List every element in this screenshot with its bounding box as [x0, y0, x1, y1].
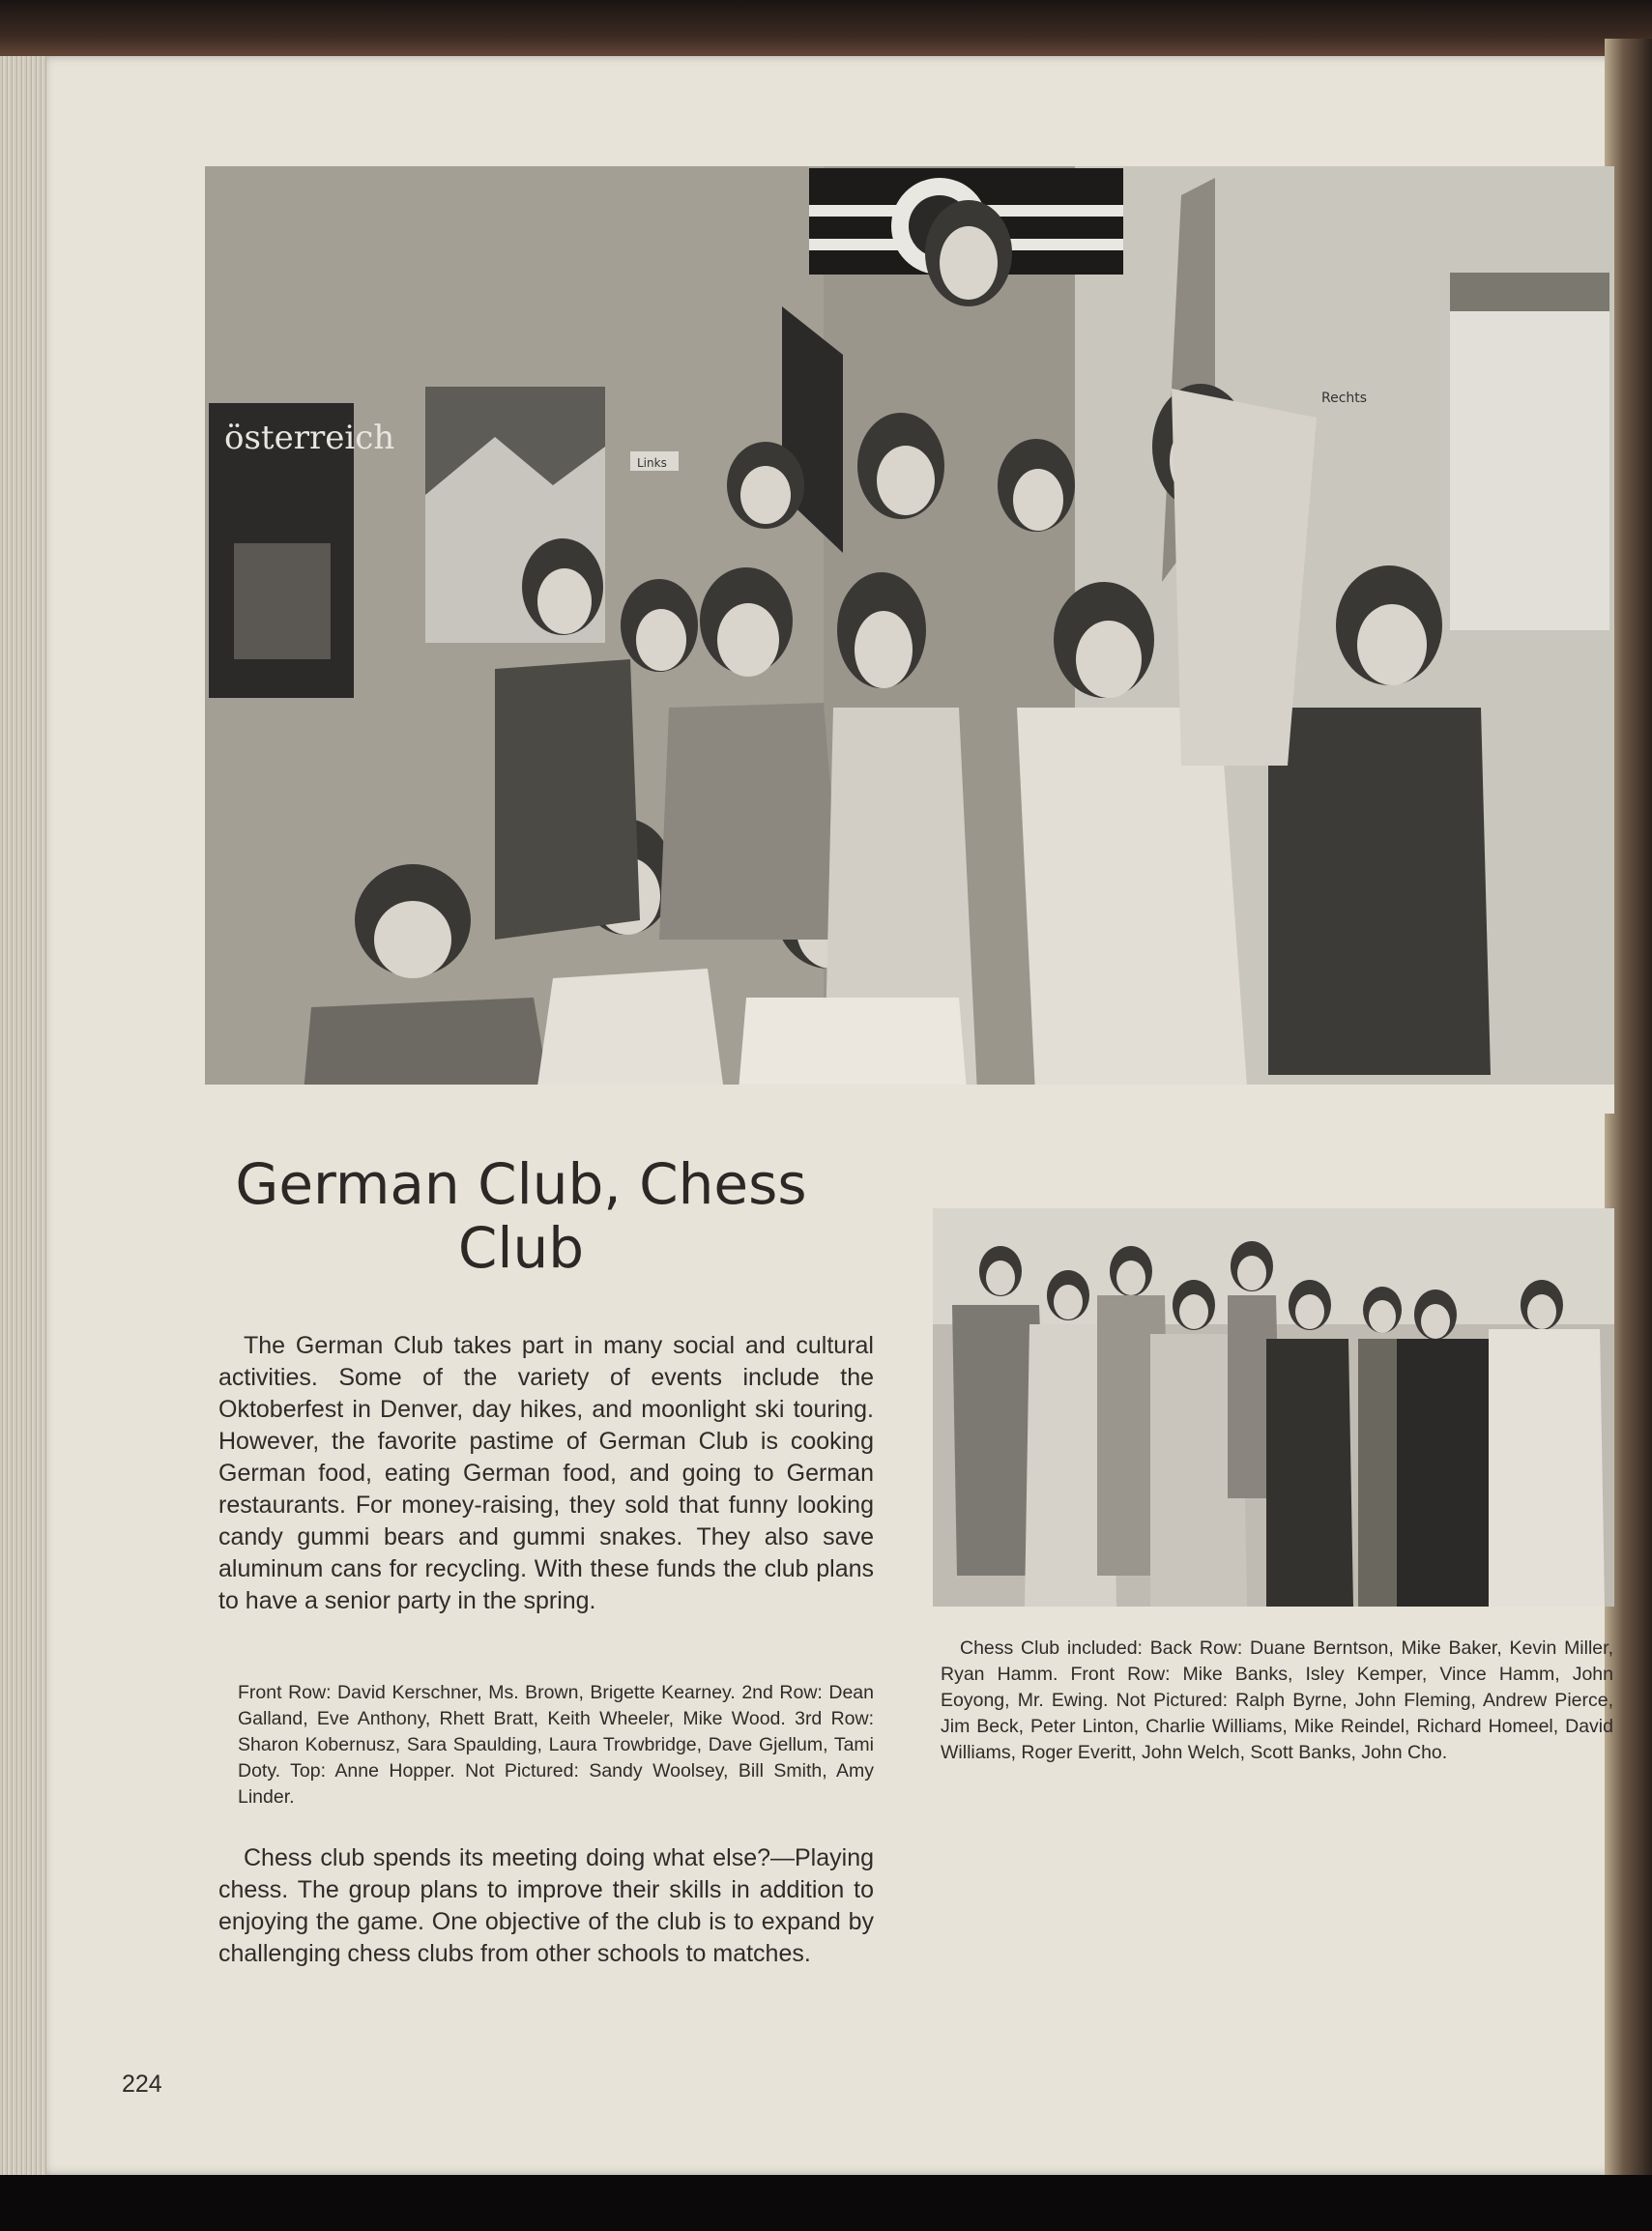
german-club-photo: [205, 166, 1614, 1114]
chess-club-caption: Chess Club included: Back Row: Duane Berntson, Mike Baker, Kevin Miller, Ryan Hamm. Front Row: Mike Banks, Isley Kemper, Vince Hamm, John Eoyong, Mr. Ewing. Not Pictured: Ralph Byrne, John Fleming, Andrew Pierce, Jim Beck, Peter Linton, Charlie Williams, Mike Reindel, Richard Homeel, David Williams, Roger Everitt, John Welch, Scott Banks, John Cho.: [941, 1637, 1613, 1763]
book-top-edge: [0, 0, 1652, 60]
chess-club-photo: [933, 1208, 1614, 1607]
page-stack-edge: [0, 56, 46, 2175]
page-number: 224: [122, 2071, 162, 2098]
chess-club-paragraph: Chess club spends its meeting doing what else?—Playing chess. The group plans to improve their skills in addition to enjoying the game. One objective of the club is to expand by challenging chess clubs from other schools to matches.: [218, 1844, 874, 1967]
book-bottom-edge: [0, 2175, 1652, 2231]
german-club-caption: Front Row: David Kerschner, Ms. Brown, Brigette Kearney. 2nd Row: Dean Galland, Eve Anthony, Rhett Bratt, Keith Wheeler, Mike Wood. 3rd Row: Sharon Kobernusz, Sara Spaulding, Laura Trowbridge, Dave Gjellum, Tami Doty. Top: Anne Hopper. Not Pictured: Sandy Woolsey, Bill Smith, Amy Linder.: [238, 1682, 874, 1808]
rechts-sign: Rechts: [1321, 391, 1368, 406]
poster-text: österreich: [224, 419, 395, 457]
links-sign: Links: [637, 456, 667, 470]
german-club-paragraph: The German Club takes part in many social and cultural activities. Some of the variety of events include the Oktoberfest in Denver, day hikes, and moonlight ski touring. However, the favorite pastime of German Club is cooking German food, eating German food, and going to German restaurants. For money-raising, they sold that funny looking candy gummi bears and gummi snakes. They also save aluminum cans for recycling. With these funds the club plans to have a senior party in the spring.: [218, 1332, 874, 1614]
page-title: German Club, Chess Club: [235, 1151, 807, 1281]
